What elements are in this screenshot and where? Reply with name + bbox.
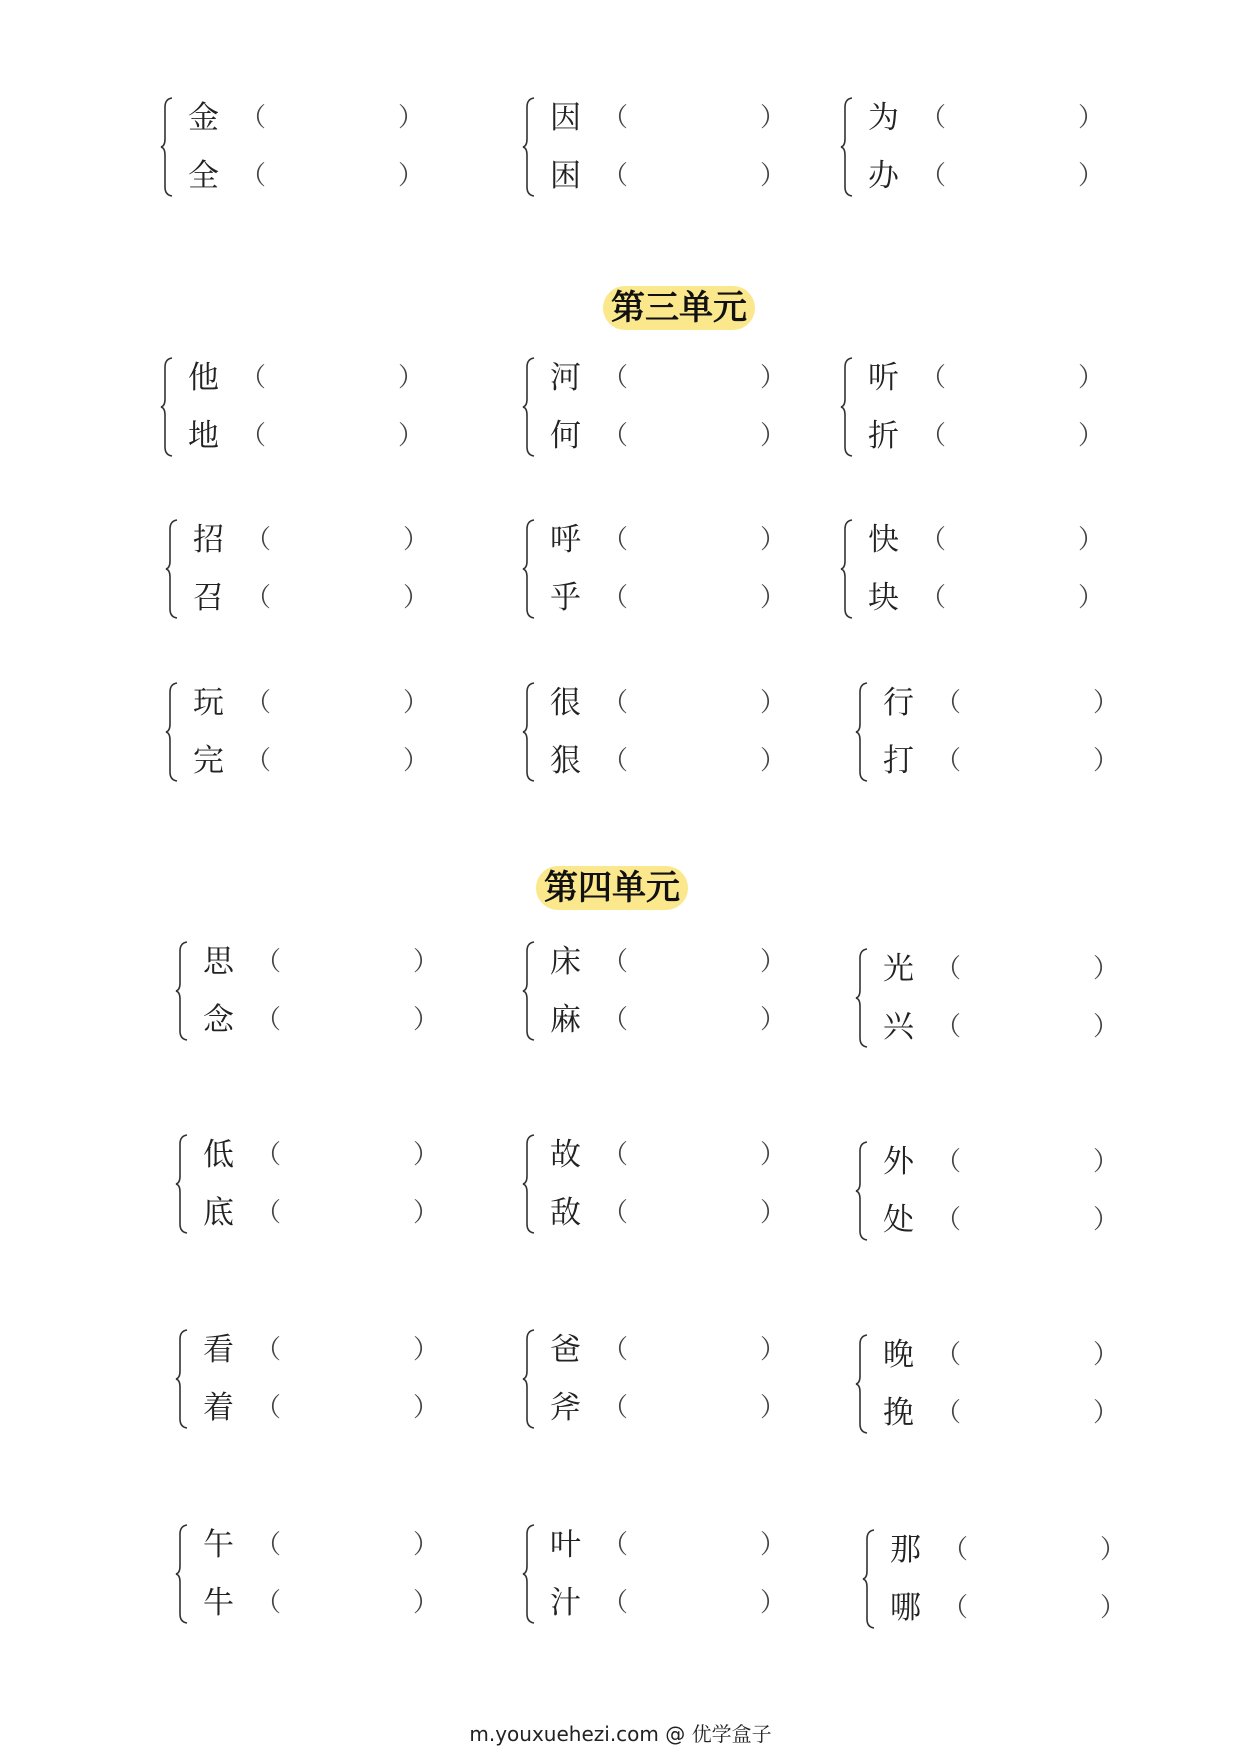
open-paren: （ <box>935 1340 962 1370</box>
character: 哪 <box>890 1590 921 1626</box>
answer-blank[interactable] <box>635 1391 755 1425</box>
open-paren: （ <box>942 1593 969 1623</box>
character: 快 <box>868 522 899 558</box>
char-line <box>550 995 790 1045</box>
answer-blank[interactable] <box>968 1338 1088 1372</box>
open-paren: （ <box>240 161 267 191</box>
answer-blank[interactable] <box>635 1196 755 1230</box>
close-paren: ） <box>760 525 787 555</box>
char-pair <box>175 1325 445 1435</box>
char-pair <box>855 1137 1125 1247</box>
close-paren: ） <box>1093 1340 1120 1370</box>
char-pair <box>165 678 435 788</box>
section-heading-unit-3: 第三单元 <box>603 286 755 330</box>
char-line <box>868 93 1108 143</box>
char-line <box>550 1383 790 1433</box>
open-paren: （ <box>602 363 629 393</box>
character: 外 <box>883 1144 914 1180</box>
char-line <box>883 736 1123 786</box>
close-paren: ） <box>1078 583 1105 613</box>
close-paren: ） <box>1078 525 1105 555</box>
char-line <box>550 573 790 623</box>
close-paren: ） <box>1093 746 1120 776</box>
char-line <box>868 573 1108 623</box>
character: 思 <box>203 944 234 980</box>
answer-blank[interactable] <box>635 361 755 395</box>
open-paren: （ <box>935 1147 962 1177</box>
answer-blank[interactable] <box>635 159 755 193</box>
brace-icon <box>522 519 536 619</box>
char-line <box>550 678 790 728</box>
brace-icon <box>165 682 179 782</box>
answer-blank[interactable] <box>635 1003 755 1037</box>
answer-blank[interactable] <box>288 1333 408 1367</box>
answer-blank[interactable] <box>968 1145 1088 1179</box>
brace-icon <box>840 519 854 619</box>
brace-icon <box>522 682 536 782</box>
character: 办 <box>868 158 899 194</box>
close-paren: ） <box>1078 161 1105 191</box>
open-paren: （ <box>255 1335 282 1365</box>
answer-blank[interactable] <box>635 419 755 453</box>
character: 低 <box>203 1137 234 1173</box>
char-pair <box>522 1520 792 1630</box>
character: 那 <box>890 1532 921 1568</box>
answer-blank[interactable] <box>278 686 398 720</box>
open-paren: （ <box>602 161 629 191</box>
character: 午 <box>203 1527 234 1563</box>
brace-icon <box>840 97 854 197</box>
answer-blank[interactable] <box>635 686 755 720</box>
close-paren: ） <box>760 1005 787 1035</box>
character: 他 <box>188 360 219 396</box>
close-paren: ） <box>1093 954 1120 984</box>
close-paren: ） <box>1078 103 1105 133</box>
answer-blank[interactable] <box>968 1010 1088 1044</box>
close-paren: ） <box>760 103 787 133</box>
char-line <box>203 937 443 987</box>
answer-blank[interactable] <box>953 581 1073 615</box>
character: 故 <box>550 1137 581 1173</box>
close-paren: ） <box>403 688 430 718</box>
character: 为 <box>868 100 899 136</box>
char-line <box>550 1520 790 1570</box>
char-line <box>550 1130 790 1180</box>
open-paren: （ <box>602 688 629 718</box>
char-line <box>868 151 1108 201</box>
char-pair <box>522 1130 792 1240</box>
open-paren: （ <box>255 1198 282 1228</box>
char-pair <box>840 353 1110 463</box>
character: 何 <box>550 418 581 454</box>
close-paren: ） <box>760 421 787 451</box>
open-paren: （ <box>602 583 629 613</box>
open-paren: （ <box>602 1393 629 1423</box>
open-paren: （ <box>240 363 267 393</box>
open-paren: （ <box>602 103 629 133</box>
char-line <box>550 937 790 987</box>
char-line <box>550 1325 790 1375</box>
close-paren: ） <box>1093 688 1120 718</box>
answer-blank[interactable] <box>953 101 1073 135</box>
character: 看 <box>203 1332 234 1368</box>
char-pair <box>160 93 430 203</box>
character: 因 <box>550 100 581 136</box>
char-line <box>203 1578 443 1628</box>
brace-icon <box>855 1334 869 1434</box>
character: 底 <box>203 1195 234 1231</box>
answer-blank[interactable] <box>288 1138 408 1172</box>
answer-blank[interactable] <box>273 159 393 193</box>
answer-blank[interactable] <box>953 523 1073 557</box>
char-line <box>193 736 433 786</box>
character: 着 <box>203 1390 234 1426</box>
answer-blank[interactable] <box>635 581 755 615</box>
brace-icon <box>175 1524 189 1624</box>
character: 狠 <box>550 743 581 779</box>
char-line <box>188 151 428 201</box>
brace-icon <box>522 1329 536 1429</box>
char-line <box>883 1388 1123 1438</box>
character: 光 <box>883 951 914 987</box>
char-pair <box>175 1130 445 1240</box>
close-paren: ） <box>760 363 787 393</box>
brace-icon <box>160 97 174 197</box>
character: 兴 <box>883 1009 914 1045</box>
char-line <box>550 1578 790 1628</box>
open-paren: （ <box>920 525 947 555</box>
close-paren: ） <box>760 161 787 191</box>
char-line <box>193 573 433 623</box>
open-paren: （ <box>255 1588 282 1618</box>
character: 召 <box>193 580 224 616</box>
answer-blank[interactable] <box>953 419 1073 453</box>
close-paren: ） <box>760 688 787 718</box>
character: 招 <box>193 522 224 558</box>
character: 晚 <box>883 1337 914 1373</box>
close-paren: ） <box>403 583 430 613</box>
brace-icon <box>175 1329 189 1429</box>
close-paren: ） <box>398 103 425 133</box>
close-paren: ） <box>398 421 425 451</box>
open-paren: （ <box>602 1198 629 1228</box>
char-pair <box>840 93 1110 203</box>
answer-blank[interactable] <box>288 1586 408 1620</box>
character: 敌 <box>550 1195 581 1231</box>
answer-blank[interactable] <box>273 419 393 453</box>
character: 折 <box>868 418 899 454</box>
open-paren: （ <box>245 525 272 555</box>
char-line <box>203 995 443 1045</box>
open-paren: （ <box>920 103 947 133</box>
character: 爸 <box>550 1332 581 1368</box>
answer-blank[interactable] <box>288 1196 408 1230</box>
answer-blank[interactable] <box>278 581 398 615</box>
character: 块 <box>868 580 899 616</box>
char-line <box>890 1583 1130 1633</box>
close-paren: ） <box>413 947 440 977</box>
open-paren: （ <box>920 421 947 451</box>
character: 打 <box>883 743 914 779</box>
char-line <box>550 411 790 461</box>
close-paren: ） <box>760 1335 787 1365</box>
close-paren: ） <box>403 746 430 776</box>
character: 斧 <box>550 1390 581 1426</box>
character: 汁 <box>550 1585 581 1621</box>
character: 金 <box>188 100 219 136</box>
close-paren: ） <box>760 1393 787 1423</box>
char-pair <box>522 678 792 788</box>
close-paren: ） <box>1093 1398 1120 1428</box>
open-paren: （ <box>920 363 947 393</box>
close-paren: ） <box>760 583 787 613</box>
brace-icon <box>522 357 536 457</box>
open-paren: （ <box>942 1535 969 1565</box>
character: 听 <box>868 360 899 396</box>
char-line <box>188 353 428 403</box>
close-paren: ） <box>1093 1147 1120 1177</box>
close-paren: ） <box>760 746 787 776</box>
brace-icon <box>165 519 179 619</box>
open-paren: （ <box>920 583 947 613</box>
char-line <box>203 1130 443 1180</box>
char-line <box>550 353 790 403</box>
answer-blank[interactable] <box>968 744 1088 778</box>
char-line <box>550 736 790 786</box>
char-line <box>203 1188 443 1238</box>
character: 呼 <box>550 522 581 558</box>
brace-icon <box>160 357 174 457</box>
open-paren: （ <box>245 688 272 718</box>
close-paren: ） <box>1093 1205 1120 1235</box>
brace-icon <box>175 941 189 1041</box>
char-line <box>883 1195 1123 1245</box>
open-paren: （ <box>255 947 282 977</box>
open-paren: （ <box>935 1012 962 1042</box>
character: 麻 <box>550 1002 581 1038</box>
char-line <box>883 1330 1123 1380</box>
char-pair <box>522 353 792 463</box>
char-line <box>203 1520 443 1570</box>
character: 床 <box>550 944 581 980</box>
character: 念 <box>203 1002 234 1038</box>
character: 全 <box>188 158 219 194</box>
footer-source: m.youxuehezi.com @ 优学盒子 <box>469 1722 772 1746</box>
character: 乎 <box>550 580 581 616</box>
char-line <box>883 678 1123 728</box>
open-paren: （ <box>935 688 962 718</box>
open-paren: （ <box>255 1140 282 1170</box>
answer-blank[interactable] <box>635 945 755 979</box>
answer-blank[interactable] <box>975 1533 1095 1567</box>
open-paren: （ <box>602 1140 629 1170</box>
char-line <box>868 353 1108 403</box>
char-pair <box>522 1325 792 1435</box>
answer-blank[interactable] <box>288 1391 408 1425</box>
close-paren: ） <box>413 1335 440 1365</box>
char-pair <box>840 515 1110 625</box>
close-paren: ） <box>760 947 787 977</box>
char-pair <box>165 515 435 625</box>
character: 行 <box>883 685 914 721</box>
open-paren: （ <box>602 525 629 555</box>
char-line <box>550 515 790 565</box>
answer-blank[interactable] <box>278 744 398 778</box>
answer-blank[interactable] <box>273 101 393 135</box>
char-pair <box>522 515 792 625</box>
char-pair <box>855 1330 1125 1440</box>
open-paren: （ <box>935 954 962 984</box>
character: 完 <box>193 743 224 779</box>
answer-blank[interactable] <box>968 686 1088 720</box>
answer-blank[interactable] <box>968 1203 1088 1237</box>
character: 叶 <box>550 1527 581 1563</box>
open-paren: （ <box>240 421 267 451</box>
open-paren: （ <box>602 1335 629 1365</box>
open-paren: （ <box>602 947 629 977</box>
close-paren: ） <box>413 1393 440 1423</box>
close-paren: ） <box>760 1198 787 1228</box>
open-paren: （ <box>602 1005 629 1035</box>
char-pair <box>855 944 1125 1054</box>
char-pair <box>855 678 1125 788</box>
close-paren: ） <box>760 1588 787 1618</box>
open-paren: （ <box>240 103 267 133</box>
char-pair <box>175 1520 445 1630</box>
brace-icon <box>175 1134 189 1234</box>
answer-blank[interactable] <box>635 1586 755 1620</box>
close-paren: ） <box>413 1198 440 1228</box>
brace-icon <box>855 1141 869 1241</box>
char-pair <box>522 93 792 203</box>
character: 河 <box>550 360 581 396</box>
close-paren: ） <box>398 161 425 191</box>
char-line <box>883 1002 1123 1052</box>
char-line <box>550 151 790 201</box>
open-paren: （ <box>602 1588 629 1618</box>
char-line <box>883 944 1123 994</box>
answer-blank[interactable] <box>288 1528 408 1562</box>
char-line <box>890 1525 1130 1575</box>
char-line <box>868 515 1108 565</box>
open-paren: （ <box>245 583 272 613</box>
brace-icon <box>840 357 854 457</box>
char-pair <box>160 353 430 463</box>
answer-blank[interactable] <box>288 1003 408 1037</box>
character: 处 <box>883 1202 914 1238</box>
answer-blank[interactable] <box>635 1528 755 1562</box>
answer-blank[interactable] <box>635 101 755 135</box>
close-paren: ） <box>1078 421 1105 451</box>
brace-icon <box>855 682 869 782</box>
char-line <box>203 1325 443 1375</box>
char-line <box>868 411 1108 461</box>
open-paren: （ <box>935 1398 962 1428</box>
close-paren: ） <box>760 1140 787 1170</box>
close-paren: ） <box>1093 1012 1120 1042</box>
brace-icon <box>522 1134 536 1234</box>
answer-blank[interactable] <box>635 1138 755 1172</box>
open-paren: （ <box>255 1393 282 1423</box>
char-pair <box>522 937 792 1047</box>
open-paren: （ <box>920 161 947 191</box>
close-paren: ） <box>760 1530 787 1560</box>
close-paren: ） <box>1100 1593 1127 1623</box>
character: 挽 <box>883 1395 914 1431</box>
character: 玩 <box>193 685 224 721</box>
char-line <box>550 1188 790 1238</box>
open-paren: （ <box>245 746 272 776</box>
answer-blank[interactable] <box>953 361 1073 395</box>
open-paren: （ <box>935 746 962 776</box>
close-paren: ） <box>1078 363 1105 393</box>
brace-icon <box>862 1529 876 1629</box>
answer-blank[interactable] <box>975 1591 1095 1625</box>
close-paren: ） <box>398 363 425 393</box>
open-paren: （ <box>255 1005 282 1035</box>
char-line <box>188 411 428 461</box>
section-heading-unit-4: 第四单元 <box>536 866 688 910</box>
character: 牛 <box>203 1585 234 1621</box>
character: 很 <box>550 685 581 721</box>
close-paren: ） <box>413 1005 440 1035</box>
char-pair <box>175 937 445 1047</box>
char-line <box>193 678 433 728</box>
answer-blank[interactable] <box>953 159 1073 193</box>
answer-blank[interactable] <box>968 952 1088 986</box>
character: 地 <box>188 418 219 454</box>
char-line <box>550 93 790 143</box>
brace-icon <box>855 948 869 1048</box>
brace-icon <box>522 941 536 1041</box>
answer-blank[interactable] <box>635 523 755 557</box>
answer-blank[interactable] <box>273 361 393 395</box>
brace-icon <box>522 1524 536 1624</box>
open-paren: （ <box>255 1530 282 1560</box>
open-paren: （ <box>602 421 629 451</box>
char-line <box>883 1137 1123 1187</box>
answer-blank[interactable] <box>278 523 398 557</box>
char-pair <box>862 1525 1132 1635</box>
answer-blank[interactable] <box>968 1396 1088 1430</box>
answer-blank[interactable] <box>635 744 755 778</box>
char-line <box>188 93 428 143</box>
answer-blank[interactable] <box>288 945 408 979</box>
character: 困 <box>550 158 581 194</box>
open-paren: （ <box>935 1205 962 1235</box>
close-paren: ） <box>1100 1535 1127 1565</box>
close-paren: ） <box>413 1588 440 1618</box>
close-paren: ） <box>413 1530 440 1560</box>
answer-blank[interactable] <box>635 1333 755 1367</box>
close-paren: ） <box>403 525 430 555</box>
char-line <box>193 515 433 565</box>
char-line <box>203 1383 443 1433</box>
brace-icon <box>522 97 536 197</box>
close-paren: ） <box>413 1140 440 1170</box>
open-paren: （ <box>602 746 629 776</box>
open-paren: （ <box>602 1530 629 1560</box>
